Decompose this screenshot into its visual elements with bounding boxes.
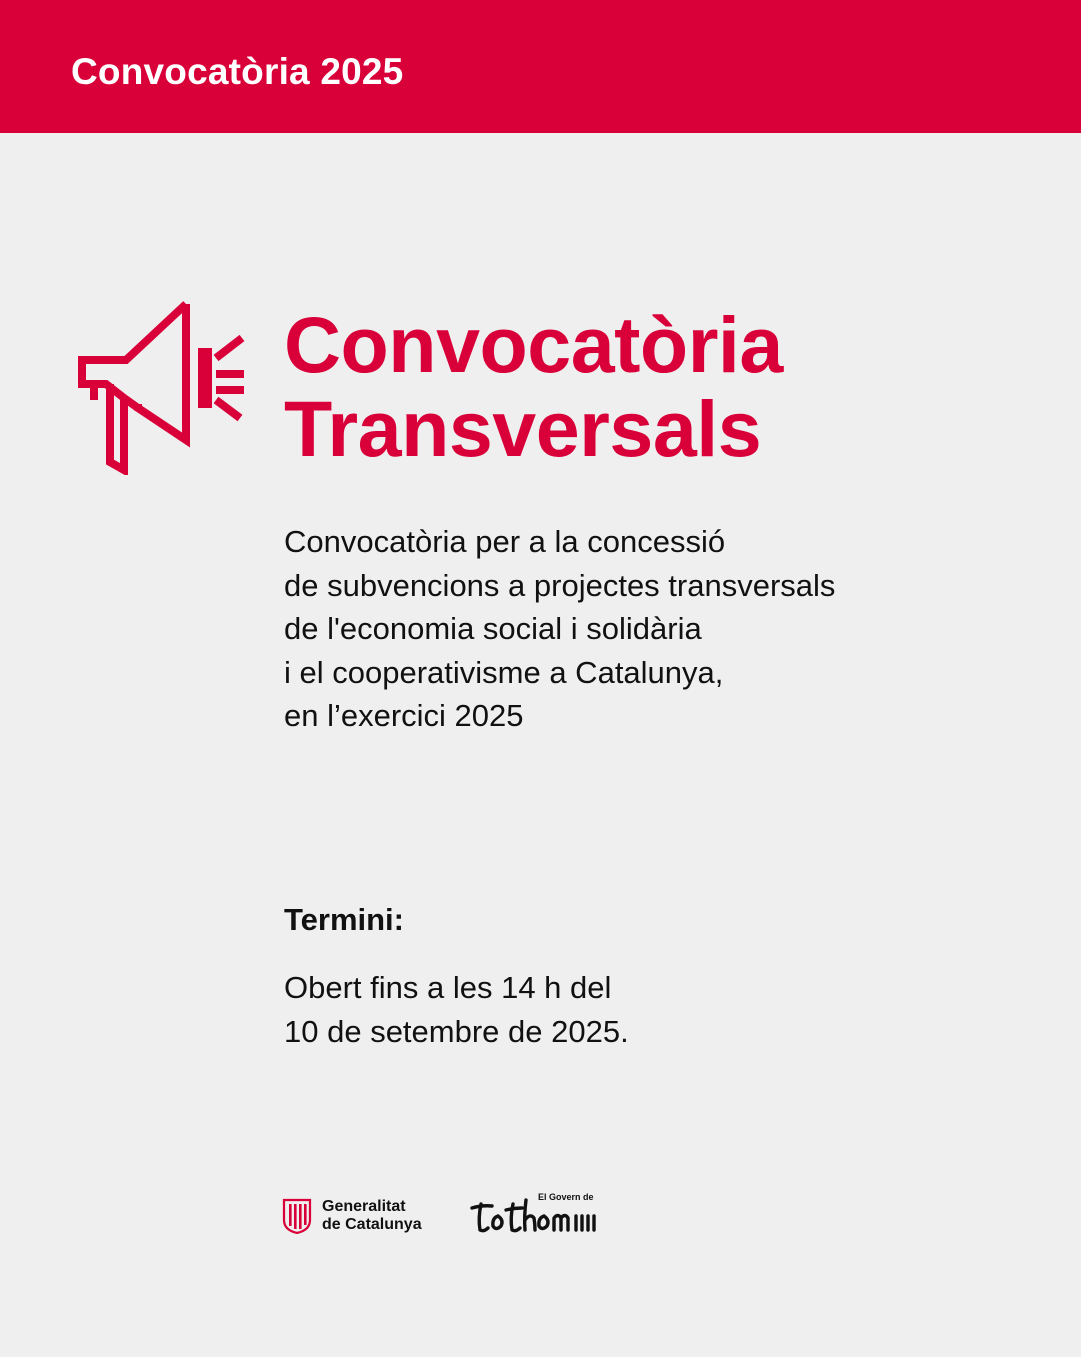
- main-title-line-2: Transversals: [284, 384, 762, 473]
- megaphone-icon: [76, 300, 248, 475]
- description-line: en l’exercici 2025: [284, 698, 524, 733]
- deadline-heading: Termini:: [284, 902, 404, 937]
- generalitat-wordmark: [322, 1198, 422, 1234]
- top-banner: [0, 0, 1081, 133]
- main-title: [284, 300, 783, 473]
- main-title-line-1: Convocatòria: [284, 300, 783, 389]
- generalitat-line-2: de Catalunya: [322, 1216, 422, 1233]
- deadline-line: 10 de setembre de 2025.: [284, 1014, 629, 1049]
- description-line: de l'economia social i solidària: [284, 611, 702, 646]
- description-line: i el cooperativisme a Catalunya,: [284, 654, 724, 690]
- description-line: de subvencions a projectes transversals: [284, 567, 836, 603]
- tothom-wordmark: [468, 1196, 608, 1236]
- generalitat-emblem-icon: [282, 1198, 312, 1234]
- tothom-tagline: El Govern de: [538, 1192, 594, 1202]
- description-line: Convocatòria per a la concessió: [284, 524, 726, 559]
- govern-de-tothom-logo: [468, 1190, 608, 1236]
- generalitat-logo: [282, 1196, 422, 1236]
- description: [284, 520, 835, 738]
- deadline-line: Obert fins a les 14 h del: [284, 970, 612, 1005]
- deadline-text: [284, 966, 629, 1054]
- generalitat-line-1: Generalitat: [322, 1198, 406, 1215]
- banner-title: Convocatòria 2025: [71, 51, 404, 92]
